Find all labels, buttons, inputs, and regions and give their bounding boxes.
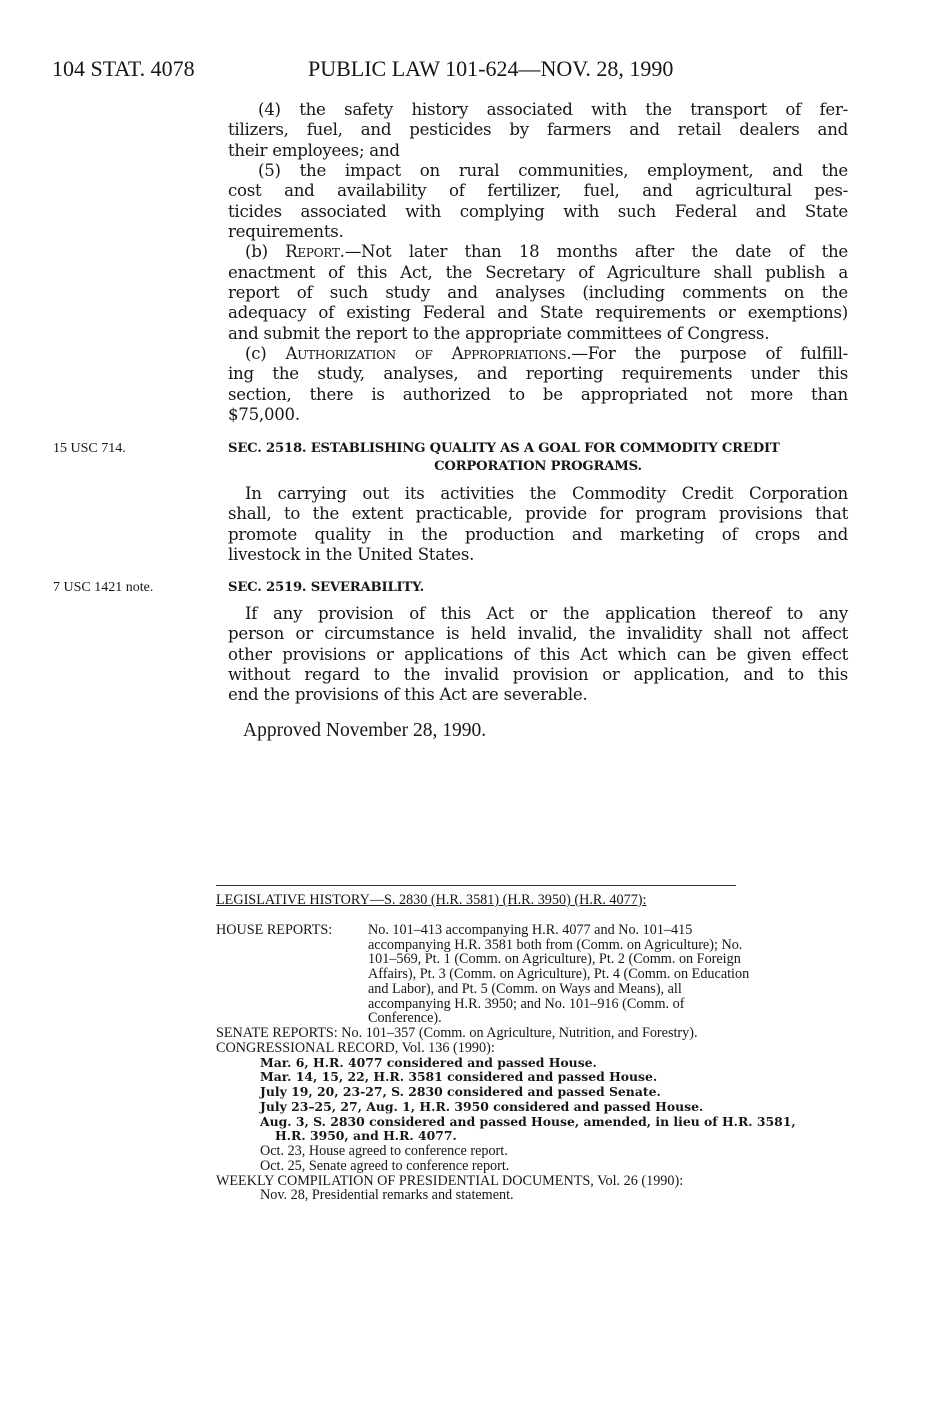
section-2519-heading: SEC. 2519. SEVERABILITY. <box>228 580 425 595</box>
margin-note-15-usc-714: 15 USC 714. <box>53 441 126 456</box>
text-line: If any provision of this Act or the application thereof to any <box>245 604 848 623</box>
subsection-c-authorization: (c) Authorization of Appropriations.—For the purpose of fulfill- ing the study, analyses, and reporting requirements under this section, there is authorized to be appropriated not more than $75,000. <box>228 344 848 425</box>
section-2518-heading: SEC. 2518. ESTABLISHING QUALITY AS A GOAL FOR COMMODITY CREDIT CORPORATION PROGRAMS. <box>228 441 780 474</box>
text-line: ing the study, analyses, and reporting requirements under this <box>228 364 848 384</box>
text-line: Conference). <box>368 1010 442 1027</box>
text-line: (4) the safety history associated with the transport of fer- <box>258 100 848 119</box>
text-line: report of such study and analyses (including comments on the <box>228 283 848 303</box>
text-line: July 19, 20, 23-27, S. 2830 considered and passed Senate. <box>260 1084 661 1099</box>
text-line: section, there is authorized to be appropriated not more than <box>228 384 848 404</box>
paragraph-5 <box>228 161 848 242</box>
running-title: PUBLIC LAW 101-624—NOV. 28, 1990 <box>308 56 674 81</box>
subsection-a-continued <box>228 100 848 426</box>
text-line: July 23–25, 27, Aug. 1, H.R. 3950 considered and passed House. <box>260 1098 704 1114</box>
text-line: requirements. <box>228 222 344 242</box>
text-line: $75,000. <box>228 405 300 425</box>
margin-note-7-usc-1421: 7 USC 1421 note. <box>53 580 154 595</box>
text-line: 101–569, Pt. 1 (Comm. on Agriculture), Pt. 2 (Comm. on Foreign <box>368 951 741 968</box>
legislative-history-title: LEGISLATIVE HISTORY—S. 2830 (H.R. 3581) (H.R. 3950) (H.R. 4077): <box>216 892 647 908</box>
text-line: livestock in the United States. <box>228 545 475 565</box>
text-line: person or circumstance is held invalid, the invalidity shall not affect <box>228 624 848 644</box>
text-line: tilizers, fuel, and pesticides by farmers and retail dealers and <box>228 120 848 140</box>
record-items: Mar. 6, H.R. 4077 considered and passed House. Mar. 14, 15, 22, H.R. 3581 considered and passed House. July 19, 20, 23-27, S. 2830 considered and passed Senate. July 23–25, 27, Aug. 1, H.R. 3950 considered and passed House. Aug. 3, S. 2830 considered and passed House, amended, in lieu of H.R. 3581, H.R. 3950, and H.R. 4077. <box>216 1056 846 1145</box>
text-line: Aug. 3, S. 2830 considered and passed House, amended, in lieu of H.R. 3581, <box>260 1113 796 1129</box>
record-items-conference <box>216 1144 846 1174</box>
subsection-b-report: (b) Report.—Not later than 18 months after the date of the enactment of this Act, the Secretary of Agriculture shall publish a report of such study and analyses (including comments on the adequacy of existing Federal and State requirements or exemptions) and submit the report to the appropriate committees of Congress. <box>228 242 848 343</box>
text-line: their employees; and <box>228 140 400 160</box>
senate-reports: SENATE REPORTS: No. 101–357 (Comm. on Agriculture, Nutrition, and Forestry). <box>216 1025 698 1041</box>
text-line: adequacy of existing Federal and State requirements or exemptions) <box>228 303 848 323</box>
divider <box>216 885 736 886</box>
subsection-heading: Report. <box>285 242 345 262</box>
congressional-record: CONGRESSIONAL RECORD, Vol. 136 (1990): <box>216 1039 495 1056</box>
text-line: In carrying out its activities the Commodity Credit Corporation <box>245 484 848 503</box>
text-line: and Labor), and Pt. 5 (Comm. on Ways and Means), all <box>368 980 682 997</box>
weekly-compilation: WEEKLY COMPILATION OF PRESIDENTIAL DOCUMENTS, Vol. 26 (1990): <box>216 1172 684 1189</box>
text-line: end the provisions of this Act are severable. <box>228 685 588 705</box>
text-line: other provisions or applications of this Act which can be given effect <box>228 644 848 664</box>
paragraph-4 <box>228 100 848 161</box>
text-line: enactment of this Act, the Secretary of Agriculture shall publish a <box>228 262 848 282</box>
text-line: Affairs), Pt. 3 (Comm. on Agriculture), Pt. 4 (Comm. on Education <box>368 966 750 982</box>
text-line: ticides associated with complying with such Federal and State <box>228 201 848 221</box>
text-line: No. 101–413 accompanying H.R. 4077 and No. 101–415 <box>368 921 693 938</box>
text-line: cost and availability of fertilizer, fuel, and agricultural pes- <box>228 181 848 201</box>
text-line: shall, to the extent practicable, provide for program provisions that <box>228 504 848 524</box>
text-line: accompanying H.R. 3581 both from (Comm. on Agriculture); No. <box>368 936 743 953</box>
text-line: Oct. 23, House agreed to conference report. <box>260 1143 508 1159</box>
section-2518-text <box>228 484 848 565</box>
subsection-heading: Authorization of Appropriations. <box>285 344 572 364</box>
text-line: and submit the report to the appropriate committees of Congress. <box>228 323 770 343</box>
weekly-item: Nov. 28, Presidential remarks and statement. <box>260 1187 514 1204</box>
text-line: without regard to the invalid provision or application, and to this <box>228 665 848 685</box>
house-reports: HOUSE REPORTS: No. 101–413 accompanying H.R. 4077 and No. 101–415 accompanying H.R. 3581 both from (Comm. on Agriculture); No. 101–569, Pt. 1 (Comm. on Agriculture), Pt. 2 (Comm. on Foreign Affairs), Pt. 3 (Comm. on Agriculture), Pt. 4 (Comm. on Education and Labor), and Pt. 5 (Comm. on Ways and Means), all accompanying H.R. 3950; and No. 101–916 (Comm. of Conference). <box>216 921 750 1027</box>
approval-date: Approved November 28, 1990. <box>243 720 487 741</box>
section-2519-text <box>228 604 848 706</box>
text-line: Mar. 14, 15, 22, H.R. 3581 considered and passed House. <box>260 1069 658 1085</box>
text-line: (5) the impact on rural communities, employment, and the <box>258 161 848 181</box>
text-line: accompanying H.R. 3950; and No. 101–916 (Comm. of <box>368 995 685 1012</box>
legislative-history <box>216 893 846 1203</box>
text-line: Mar. 6, H.R. 4077 considered and passed House. <box>260 1054 597 1070</box>
page-reference: 104 STAT. 4078 <box>52 56 195 81</box>
text-line: Oct. 25, Senate agreed to conference report. <box>260 1157 510 1174</box>
text-line: promote quality in the production and marketing of crops and <box>228 524 848 544</box>
